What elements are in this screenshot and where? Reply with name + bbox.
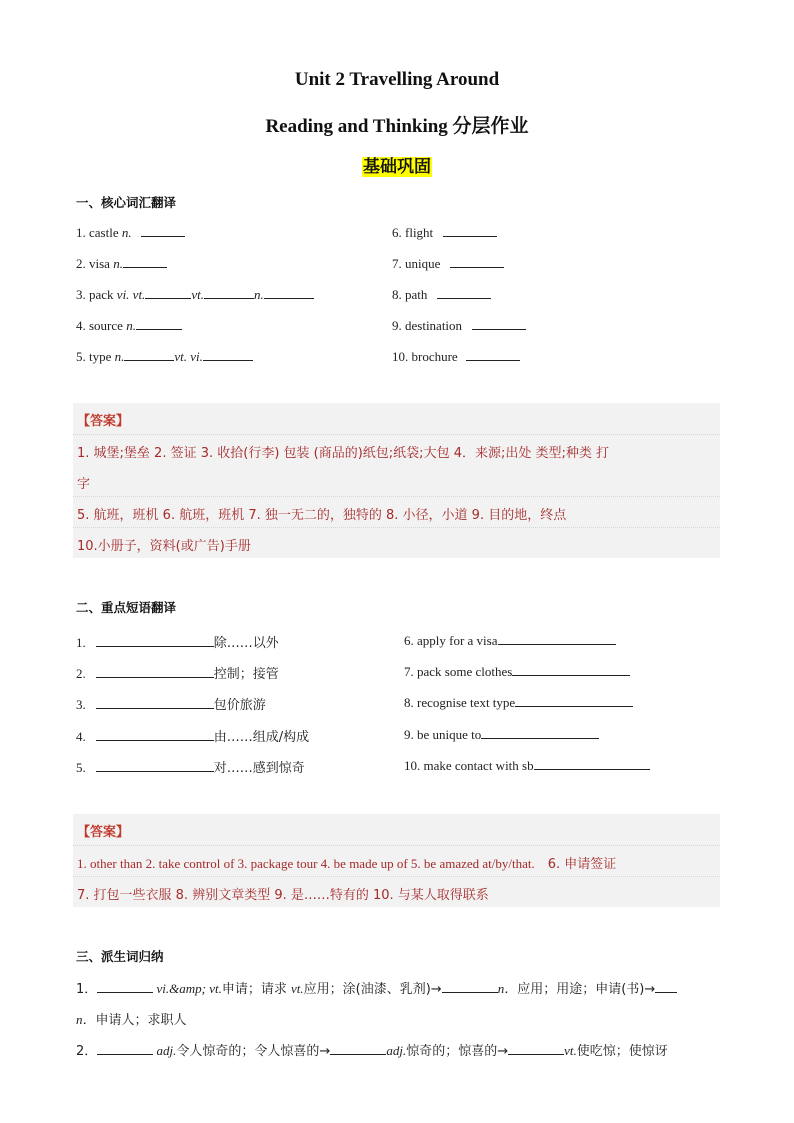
answer-label: 【答案】 <box>77 414 130 429</box>
level-banner <box>0 152 794 177</box>
phrase-item-6: 6. apply for a visa <box>404 632 616 649</box>
answer-blank[interactable] <box>655 980 677 993</box>
answer-blank[interactable] <box>443 224 497 237</box>
answer-blank[interactable] <box>437 286 491 299</box>
phrase-item-1: 1. 除……以外 <box>76 635 279 651</box>
doc-subtitle: Reading and Thinking 分层作业 <box>265 116 529 137</box>
phrase-item-9: 9. be unique to <box>404 726 599 743</box>
answer-line: 7. 打包一些衣服 8. 辨别文章类型 9. 是……特有的 10. 与某人取得联系 <box>77 888 489 903</box>
answer-blank[interactable] <box>534 757 650 770</box>
answer-box-1 <box>73 403 720 558</box>
section1-heading: 一、核心词汇翻译 <box>76 195 177 210</box>
answer-blank[interactable] <box>330 1042 386 1055</box>
answer-blank[interactable] <box>96 665 214 678</box>
answer-blank[interactable] <box>512 663 630 676</box>
answer-blank[interactable] <box>96 634 214 647</box>
answer-blank[interactable] <box>96 696 214 709</box>
phrase-item-5: 5. 对……感到惊奇 <box>76 760 305 776</box>
answer-blank[interactable] <box>498 632 616 645</box>
answer-blank[interactable] <box>204 286 254 299</box>
answer-line: 1. 城堡;堡垒 2. 签证 3. 收拾(行李) 包装 (商品的)纸包;纸袋;大包 4．来源;出处 类型;种类 打 <box>77 446 609 461</box>
vocab-item-4: 4. source n. <box>76 317 182 334</box>
answer-blank[interactable] <box>136 317 182 330</box>
vocab-item-1: 1. castle n. <box>76 224 185 241</box>
phrase-item-3: 3. 包价旅游 <box>76 697 266 713</box>
phrase-item-10: 10. make contact with sb <box>404 757 650 774</box>
answer-blank[interactable] <box>264 286 314 299</box>
answer-blank[interactable] <box>515 694 633 707</box>
vocab-item-5: 5. type n. vt. vi. <box>76 348 253 365</box>
phrase-item-8: 8. recognise text type <box>404 694 633 711</box>
answer-line: 1. other than 2. take control of 3. package tour 4. be made up of 5. be amazed at/by/that. 6. 申请签证 <box>77 856 617 872</box>
phrase-item-4: 4. 由……组成/构成 <box>76 729 310 745</box>
answer-blank[interactable] <box>141 224 185 237</box>
answer-blank[interactable] <box>508 1042 564 1055</box>
answer-blank[interactable] <box>96 728 214 741</box>
answer-blank[interactable] <box>442 980 498 993</box>
answer-blank[interactable] <box>203 348 253 361</box>
answer-label: 【答案】 <box>77 825 130 840</box>
vocab-item-9: 9. destination <box>392 317 526 334</box>
answer-line: 5. 航班，班机 6. 航班，班机 7. 独一无二的，独特的 8. 小径，小道 9. 目的地，终点 <box>77 508 567 523</box>
answer-blank[interactable] <box>450 255 504 268</box>
vocab-item-8: 8. path <box>392 286 491 303</box>
answer-blank[interactable] <box>145 286 191 299</box>
answer-blank[interactable] <box>472 317 526 330</box>
answer-line: 字 <box>77 477 91 492</box>
answer-line: 10.小册子，资料(或广告)手册 <box>77 539 251 554</box>
answer-blank[interactable] <box>123 255 167 268</box>
vocab-item-10: 10. brochure <box>392 348 520 365</box>
answer-blank[interactable] <box>466 348 520 361</box>
answer-blank[interactable] <box>481 726 599 739</box>
doc-title: Unit 2 Travelling Around <box>294 69 500 90</box>
answer-blank[interactable] <box>124 348 174 361</box>
phrase-item-7: 7. pack some clothes <box>404 663 630 680</box>
vocab-item-7: 7. unique <box>392 255 504 272</box>
level-label: 基础巩固 <box>363 157 431 177</box>
section3-heading: 三、派生词归纳 <box>76 949 164 964</box>
vocab-item-3: 3. pack vi. vt. vt. n. <box>76 286 314 303</box>
answer-blank[interactable] <box>96 759 214 772</box>
derivation-item-1: 1． vi.&amp; vt.申请；请求 vt.应用；涂(油漆、乳剂)→ n．应用；用途；申请(书)→ <box>76 978 677 997</box>
phrase-item-2: 2. 控制；接管 <box>76 666 279 682</box>
answer-blank[interactable] <box>97 1042 153 1055</box>
section2-heading: 二、重点短语翻译 <box>76 600 177 615</box>
derivation-item-2: 2． adj.令人惊奇的；令人惊喜的→ adj.惊奇的；惊喜的→ vt.使吃惊；使惊讶 <box>76 1043 668 1059</box>
vocab-item-2: 2. visa n. <box>76 255 167 272</box>
answer-blank[interactable] <box>97 980 153 993</box>
derivation-item-1-cont: n．申请人；求职人 <box>76 1012 187 1028</box>
vocab-item-6: 6. flight <box>392 224 497 241</box>
answer-box-2 <box>73 814 720 907</box>
